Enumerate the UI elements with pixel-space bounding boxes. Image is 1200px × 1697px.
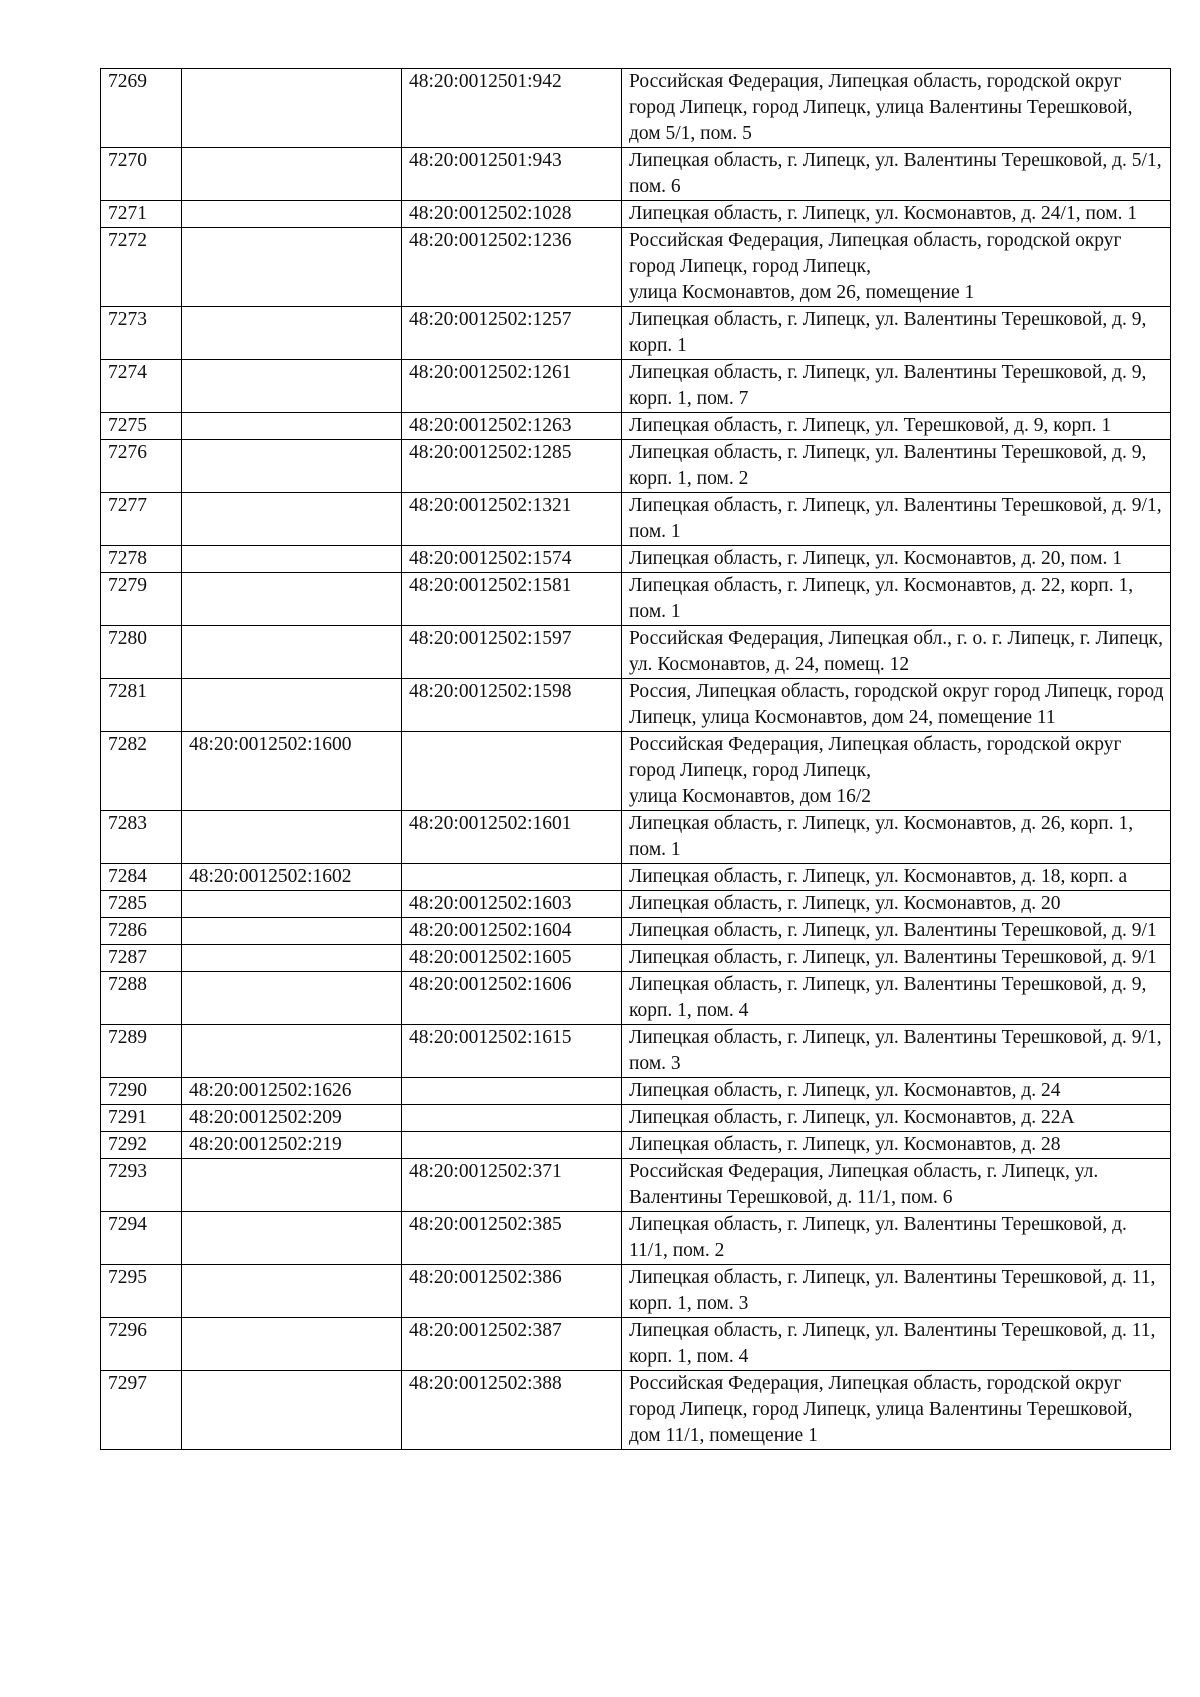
- premise-cadastral-number-cell: 48:20:0012502:1581: [402, 573, 622, 626]
- row-number-cell: 7269: [101, 69, 182, 148]
- building-cadastral-number-cell: [182, 918, 402, 945]
- row-number-cell: 7293: [101, 1159, 182, 1212]
- address-cell: Липецкая область, г. Липецк, ул. Валентины Терешковой, д. 9, корп. 1, пом. 7: [622, 360, 1171, 413]
- address-cell: Липецкая область, г. Липецк, ул. Космонавтов, д. 20: [622, 891, 1171, 918]
- premise-cadastral-number-cell: 48:20:0012502:388: [402, 1371, 622, 1450]
- row-number-cell: 7271: [101, 201, 182, 228]
- table-row: [101, 626, 1171, 679]
- table-row: [101, 679, 1171, 732]
- building-cadastral-number-cell: 48:20:0012502:209: [182, 1105, 402, 1132]
- building-cadastral-number-cell: [182, 440, 402, 493]
- address-cell: Липецкая область, г. Липецк, ул. Валентины Терешковой, д. 9/1, пом. 1: [622, 493, 1171, 546]
- building-cadastral-number-cell: 48:20:0012502:1602: [182, 864, 402, 891]
- building-cadastral-number-cell: [182, 891, 402, 918]
- address-cell: Липецкая область, г. Липецк, ул. Валентины Терешковой, д. 9, корп. 1, пом. 2: [622, 440, 1171, 493]
- row-number-cell: 7288: [101, 972, 182, 1025]
- address-cell: Липецкая область, г. Липецк, ул. Космонавтов, д. 20, пом. 1: [622, 546, 1171, 573]
- building-cadastral-number-cell: [182, 1265, 402, 1318]
- premise-cadastral-number-cell: [402, 1105, 622, 1132]
- building-cadastral-number-cell: 48:20:0012502:219: [182, 1132, 402, 1159]
- row-number-cell: 7292: [101, 1132, 182, 1159]
- row-number-cell: 7287: [101, 945, 182, 972]
- premise-cadastral-number-cell: 48:20:0012502:1605: [402, 945, 622, 972]
- building-cadastral-number-cell: [182, 972, 402, 1025]
- table-row: [101, 972, 1171, 1025]
- table-row: [101, 360, 1171, 413]
- row-number-cell: 7285: [101, 891, 182, 918]
- building-cadastral-number-cell: [182, 148, 402, 201]
- building-cadastral-number-cell: [182, 201, 402, 228]
- premise-cadastral-number-cell: 48:20:0012502:1285: [402, 440, 622, 493]
- table-body: [101, 69, 1171, 1450]
- address-cell: Липецкая область, г. Липецк, ул. Валентины Терешковой, д. 9/1: [622, 945, 1171, 972]
- premise-cadastral-number-cell: 48:20:0012502:1574: [402, 546, 622, 573]
- building-cadastral-number-cell: [182, 1212, 402, 1265]
- row-number-cell: 7280: [101, 626, 182, 679]
- row-number-cell: 7295: [101, 1265, 182, 1318]
- table-row: [101, 413, 1171, 440]
- premise-cadastral-number-cell: 48:20:0012501:942: [402, 69, 622, 148]
- premise-cadastral-number-cell: 48:20:0012502:1601: [402, 811, 622, 864]
- table-row: [101, 228, 1171, 307]
- address-cell: Липецкая область, г. Липецк, ул. Валентины Терешковой, д. 11, корп. 1, пом. 3: [622, 1265, 1171, 1318]
- row-number-cell: 7284: [101, 864, 182, 891]
- row-number-cell: 7297: [101, 1371, 182, 1450]
- premise-cadastral-number-cell: 48:20:0012502:371: [402, 1159, 622, 1212]
- address-cell: Российская Федерация, Липецкая обл., г. о. г. Липецк, г. Липецк, ул. Космонавтов, д. 24, помещ. 12: [622, 626, 1171, 679]
- row-number-cell: 7279: [101, 573, 182, 626]
- address-cell: Россия, Липецкая область, городской округ город Липецк, город Липецк, улица Космонавтов, дом 24, помещение 11: [622, 679, 1171, 732]
- building-cadastral-number-cell: [182, 413, 402, 440]
- premise-cadastral-number-cell: 48:20:0012502:1263: [402, 413, 622, 440]
- premise-cadastral-number-cell: 48:20:0012502:385: [402, 1212, 622, 1265]
- table-row: [101, 1212, 1171, 1265]
- table-row: [101, 1025, 1171, 1078]
- building-cadastral-number-cell: [182, 679, 402, 732]
- row-number-cell: 7270: [101, 148, 182, 201]
- premise-cadastral-number-cell: 48:20:0012502:1615: [402, 1025, 622, 1078]
- building-cadastral-number-cell: [182, 307, 402, 360]
- row-number-cell: 7281: [101, 679, 182, 732]
- address-cell: Российская Федерация, Липецкая область, городской округ город Липецк, город Липецк, улица Космонавтов, дом 26, помещение 1: [622, 228, 1171, 307]
- building-cadastral-number-cell: [182, 360, 402, 413]
- row-number-cell: 7278: [101, 546, 182, 573]
- premise-cadastral-number-cell: 48:20:0012502:1604: [402, 918, 622, 945]
- table-row: [101, 1371, 1171, 1450]
- table-row: [101, 1132, 1171, 1159]
- building-cadastral-number-cell: [182, 1318, 402, 1371]
- building-cadastral-number-cell: [182, 945, 402, 972]
- building-cadastral-number-cell: [182, 228, 402, 307]
- address-cell: Липецкая область, г. Липецк, ул. Валентины Терешковой, д. 9/1, пом. 3: [622, 1025, 1171, 1078]
- building-cadastral-number-cell: [182, 573, 402, 626]
- premise-cadastral-number-cell: 48:20:0012502:1257: [402, 307, 622, 360]
- row-number-cell: 7290: [101, 1078, 182, 1105]
- address-cell: Липецкая область, г. Липецк, ул. Валентины Терешковой, д. 5/1, пом. 6: [622, 148, 1171, 201]
- table-row: [101, 864, 1171, 891]
- address-cell: Липецкая область, г. Липецк, ул. Космонавтов, д. 24/1, пом. 1: [622, 201, 1171, 228]
- premise-cadastral-number-cell: [402, 732, 622, 811]
- address-cell: Липецкая область, г. Липецк, ул. Валентины Терешковой, д. 9/1: [622, 918, 1171, 945]
- table-row: [101, 573, 1171, 626]
- address-cell: Липецкая область, г. Липецк, ул. Валентины Терешковой, д. 9, корп. 1, пом. 4: [622, 972, 1171, 1025]
- address-cell: Липецкая область, г. Липецк, ул. Космонавтов, д. 22А: [622, 1105, 1171, 1132]
- address-cell: Липецкая область, г. Липецк, ул. Терешковой, д. 9, корп. 1: [622, 413, 1171, 440]
- address-cell: Российская Федерация, Липецкая область, городской округ город Липецк, город Липецк, улица Валентины Терешковой, дом 11/1, помещение 1: [622, 1371, 1171, 1450]
- premise-cadastral-number-cell: [402, 1132, 622, 1159]
- table-row: [101, 918, 1171, 945]
- building-cadastral-number-cell: [182, 1371, 402, 1450]
- row-number-cell: 7296: [101, 1318, 182, 1371]
- document-page: [100, 68, 1170, 1450]
- table-row: [101, 1265, 1171, 1318]
- table-row: [101, 891, 1171, 918]
- table-row: [101, 732, 1171, 811]
- premise-cadastral-number-cell: 48:20:0012502:1606: [402, 972, 622, 1025]
- premise-cadastral-number-cell: [402, 1078, 622, 1105]
- premise-cadastral-number-cell: 48:20:0012502:1028: [402, 201, 622, 228]
- address-cell: Липецкая область, г. Липецк, ул. Космонавтов, д. 18, корп. а: [622, 864, 1171, 891]
- row-number-cell: 7273: [101, 307, 182, 360]
- table-row: [101, 201, 1171, 228]
- premise-cadastral-number-cell: 48:20:0012502:1598: [402, 679, 622, 732]
- address-cell: Российская Федерация, Липецкая область, городской округ город Липецк, город Липецк, улица Валентины Терешковой, дом 5/1, пом. 5: [622, 69, 1171, 148]
- table-row: [101, 1318, 1171, 1371]
- row-number-cell: 7274: [101, 360, 182, 413]
- premise-cadastral-number-cell: 48:20:0012502:1261: [402, 360, 622, 413]
- table-row: [101, 1105, 1171, 1132]
- table-row: [101, 69, 1171, 148]
- address-cell: Липецкая область, г. Липецк, ул. Валентины Терешковой, д. 11/1, пом. 2: [622, 1212, 1171, 1265]
- row-number-cell: 7289: [101, 1025, 182, 1078]
- table-row: [101, 945, 1171, 972]
- property-table: [100, 68, 1171, 1450]
- premise-cadastral-number-cell: 48:20:0012501:943: [402, 148, 622, 201]
- premise-cadastral-number-cell: 48:20:0012502:386: [402, 1265, 622, 1318]
- premise-cadastral-number-cell: [402, 864, 622, 891]
- table-row: [101, 493, 1171, 546]
- address-cell: Липецкая область, г. Липецк, ул. Космонавтов, д. 24: [622, 1078, 1171, 1105]
- address-cell: Липецкая область, г. Липецк, ул. Валентины Терешковой, д. 11, корп. 1, пом. 4: [622, 1318, 1171, 1371]
- premise-cadastral-number-cell: 48:20:0012502:1236: [402, 228, 622, 307]
- building-cadastral-number-cell: [182, 626, 402, 679]
- row-number-cell: 7275: [101, 413, 182, 440]
- building-cadastral-number-cell: [182, 69, 402, 148]
- building-cadastral-number-cell: [182, 1159, 402, 1212]
- table-row: [101, 440, 1171, 493]
- row-number-cell: 7282: [101, 732, 182, 811]
- table-row: [101, 811, 1171, 864]
- address-cell: Липецкая область, г. Липецк, ул. Космонавтов, д. 22, корп. 1, пом. 1: [622, 573, 1171, 626]
- premise-cadastral-number-cell: 48:20:0012502:1603: [402, 891, 622, 918]
- building-cadastral-number-cell: [182, 546, 402, 573]
- row-number-cell: 7272: [101, 228, 182, 307]
- building-cadastral-number-cell: 48:20:0012502:1600: [182, 732, 402, 811]
- building-cadastral-number-cell: [182, 1025, 402, 1078]
- address-cell: Липецкая область, г. Липецк, ул. Космонавтов, д. 28: [622, 1132, 1171, 1159]
- address-cell: Липецкая область, г. Липецк, ул. Валентины Терешковой, д. 9, корп. 1: [622, 307, 1171, 360]
- table-row: [101, 546, 1171, 573]
- table-row: [101, 1078, 1171, 1105]
- row-number-cell: 7276: [101, 440, 182, 493]
- row-number-cell: 7286: [101, 918, 182, 945]
- building-cadastral-number-cell: [182, 493, 402, 546]
- building-cadastral-number-cell: [182, 811, 402, 864]
- premise-cadastral-number-cell: 48:20:0012502:1321: [402, 493, 622, 546]
- building-cadastral-number-cell: 48:20:0012502:1626: [182, 1078, 402, 1105]
- row-number-cell: 7294: [101, 1212, 182, 1265]
- address-cell: Липецкая область, г. Липецк, ул. Космонавтов, д. 26, корп. 1, пом. 1: [622, 811, 1171, 864]
- address-cell: Российская Федерация, Липецкая область, городской округ город Липецк, город Липецк, улица Космонавтов, дом 16/2: [622, 732, 1171, 811]
- premise-cadastral-number-cell: 48:20:0012502:387: [402, 1318, 622, 1371]
- row-number-cell: 7291: [101, 1105, 182, 1132]
- row-number-cell: 7283: [101, 811, 182, 864]
- table-row: [101, 1159, 1171, 1212]
- table-row: [101, 148, 1171, 201]
- premise-cadastral-number-cell: 48:20:0012502:1597: [402, 626, 622, 679]
- table-row: [101, 307, 1171, 360]
- row-number-cell: 7277: [101, 493, 182, 546]
- address-cell: Российская Федерация, Липецкая область, г. Липецк, ул. Валентины Терешковой, д. 11/1, пом. 6: [622, 1159, 1171, 1212]
